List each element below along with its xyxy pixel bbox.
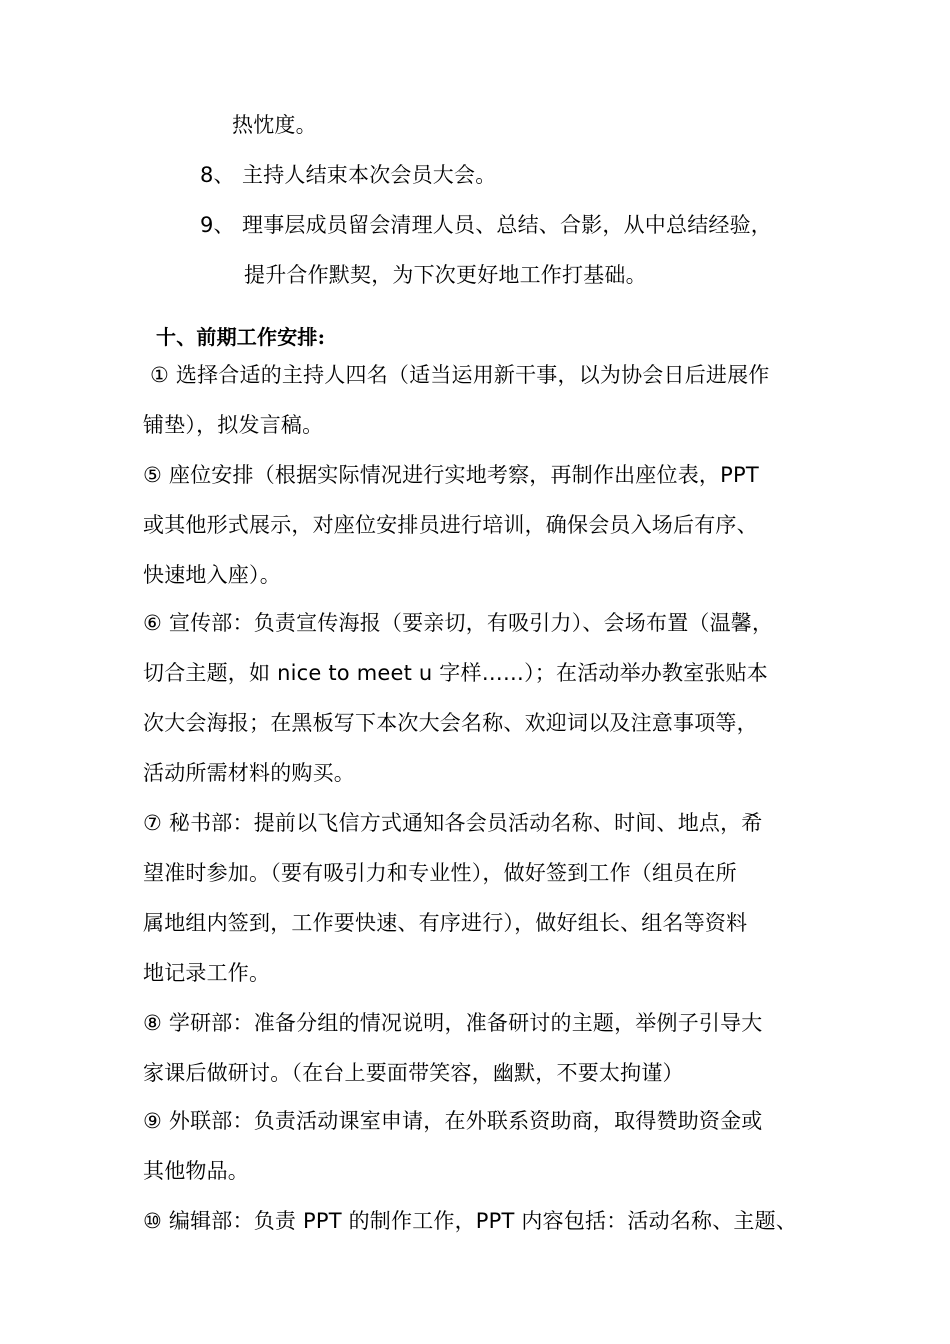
paragraph-line: ⑨ 外联部：负责活动课室申请，在外联系资助商，取得赞助资金或: [143, 1109, 763, 1133]
list-item-text: 主持人结束本次会员大会。: [242, 163, 497, 187]
list-item-9: [200, 210, 772, 240]
paragraph-line: 活动所需材料的购买。: [143, 761, 355, 785]
paragraph-line: 或其他形式展示，对座位安排员进行培训，确保会员入场后有序、: [143, 513, 758, 537]
paragraph-line: 家课后做研讨。（在台上要面带笑容，幽默，不要太拘谨）: [143, 1061, 684, 1085]
paragraph-line: ⑩ 编辑部：负责 PPT 的制作工作，PPT 内容包括：活动名称、主题、: [143, 1209, 798, 1233]
paragraph-line: 其他物品。: [143, 1159, 249, 1183]
paragraph-line: 次大会海报；在黑板写下本次大会名称、欢迎词以及注意事项等，: [143, 711, 758, 735]
paragraph-line: ⑦ 秘书部：提前以飞信方式通知各会员活动名称、时间、地点，希: [143, 811, 763, 835]
paragraph-line: 铺垫），拟发言稿。: [143, 413, 324, 437]
paragraph-line: 快速地入座）。: [143, 563, 281, 587]
section-heading: 十、前期工作安排:: [156, 325, 326, 349]
list-number: 9、: [200, 213, 235, 237]
paragraph-line: 地记录工作。: [143, 961, 271, 985]
paragraph-line: ⑤ 座位安排（根据实际情况进行实地考察，再制作出座位表，PPT: [143, 463, 759, 487]
list-item-8: [200, 160, 496, 190]
paragraph-line: 望准时参加。（要有吸引力和专业性），做好签到工作（组员在所: [143, 861, 737, 885]
list-number: 8、: [200, 163, 235, 187]
paragraph-line: ⑥ 宣传部：负责宣传海报（要亲切，有吸引力）、会场布置（温馨，: [143, 611, 774, 635]
list-item-continuation: 提升合作默契，为下次更好地工作打基础。: [244, 263, 647, 287]
list-item-text: 理事层成员留会清理人员、总结、合影，从中总结经验，: [242, 213, 772, 237]
list-item-continuation: 热忱度。: [232, 113, 317, 137]
paragraph-line: ⑧ 学研部：准备分组的情况说明，准备研讨的主题，举例子引导大: [143, 1011, 763, 1035]
paragraph-line: 切合主题，如 nice to meet u 字样……）；在活动举办教室张贴本: [143, 661, 769, 685]
paragraph-line: ① 选择合适的主持人四名（适当运用新干事，以为协会日后进展作: [150, 363, 770, 387]
paragraph-line: 属地组内签到，工作要快速、有序进行），做好组长、组名等资料: [143, 911, 748, 935]
